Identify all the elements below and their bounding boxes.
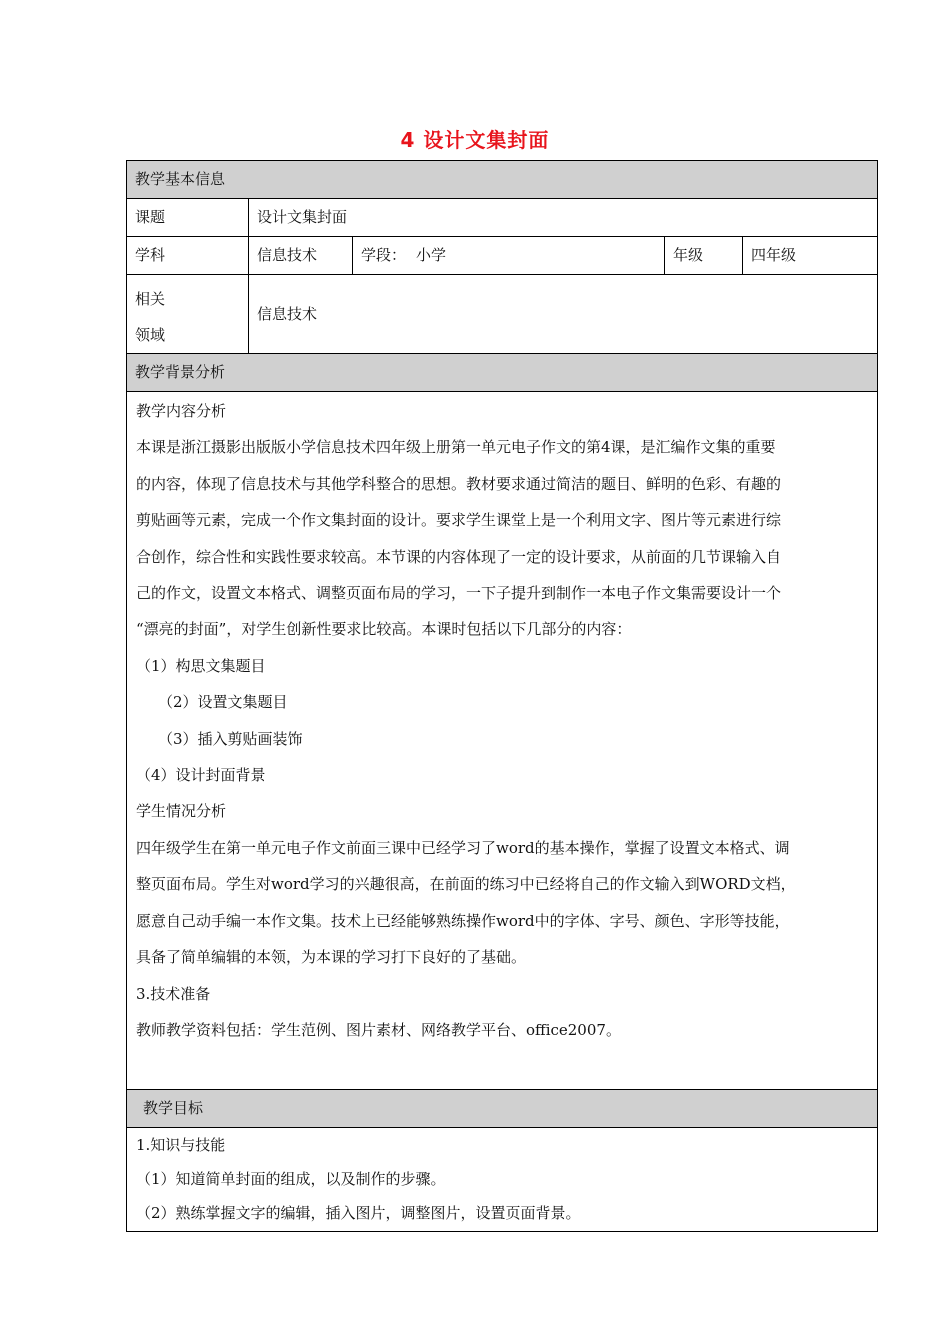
list-item: （3）插入剪贴画装饰 <box>158 729 303 748</box>
document-title: 4 设计文集封面 <box>400 128 550 152</box>
list-item: （1）构思文集题目 <box>136 656 266 675</box>
topic-value: 设计文集封面 <box>249 199 878 237</box>
row-field <box>127 275 878 354</box>
topic-label: 课题 <box>127 199 249 237</box>
list-item: （4）设计封面背景 <box>136 766 266 785</box>
row-subject <box>127 237 878 275</box>
paragraph-line: 3.技术准备 <box>136 984 211 1003</box>
paragraph-line: 1.知识与技能 <box>136 1136 226 1154</box>
paragraph-line: 教学内容分析 <box>136 402 227 420</box>
section-header-background <box>127 354 878 392</box>
paragraph-line: 的内容，体现了信息技术与其他学科整合的思想。教材要求通过简洁的题目、鲜明的色彩、有趣的 <box>136 474 782 493</box>
paragraph-line: 己的作文，设置文本格式、调整页面布局的学习，一下子提升到制作一本电子作文集需要设计一个 <box>136 584 782 603</box>
subject-value: 信息技术 <box>249 237 353 275</box>
list-item: （2）熟练掌握文字的编辑，插入图片，调整图片，设置页面背景。 <box>136 1204 581 1222</box>
paragraph-line: 愿意自己动手编一本作文集。技术上已经能够熟练操作word中的字体、字号、颜色、字形等技能， <box>136 911 790 930</box>
paragraph-line: 学生情况分析 <box>136 802 227 821</box>
paragraph-line: “漂亮的封面”，对学生创新性要求比较高。本课时包括以下几部分的内容： <box>136 620 632 639</box>
paragraph-line: 四年级学生在第一单元电子作文前面三课中已经学习了word的基本操作，掌握了设置文本格式、调 <box>136 838 790 857</box>
section-title: 教学基本信息 <box>127 161 878 199</box>
list-item: （1）知道简单封面的组成，以及制作的步骤。 <box>136 1170 446 1188</box>
paragraph-line: 剪贴画等元素，完成一个作文集封面的设计。要求学生课堂上是一个利用文字、图片等元素进行综 <box>136 511 782 530</box>
paragraph-line: 具备了简单编辑的本领，为本课的学习打下良好的了基础。 <box>136 948 527 967</box>
field-value: 信息技术 <box>249 275 878 354</box>
stage-cell <box>353 237 665 275</box>
subject-label: 学科 <box>127 237 249 275</box>
background-content <box>127 392 878 1090</box>
list-item: （2）设置文集题目 <box>158 693 288 712</box>
row-topic <box>127 199 878 237</box>
paragraph-line: 整页面布局。学生对word学习的兴趣很高，在前面的练习中已经将自己的作文输入到WORD文档， <box>136 875 796 894</box>
row-background-content <box>127 392 878 1090</box>
row-objectives-content <box>127 1128 878 1232</box>
paragraph-line: 本课是浙江摄影出版版小学信息技术四年级上册第一单元电子作文的第4课，是汇编作文集的重要 <box>136 438 776 457</box>
stage-value: 小学 <box>416 246 447 264</box>
section-header-objectives <box>127 1090 878 1128</box>
paragraph-line: 合创作，综合性和实践性要求较高。本节课的内容体现了一定的设计要求，从前面的几节课输入自 <box>136 547 782 566</box>
stage-label: 学段： <box>361 246 407 264</box>
grade-label: 年级 <box>665 237 743 275</box>
section-title: 教学背景分析 <box>127 354 878 392</box>
lesson-plan-table <box>126 160 878 1232</box>
field-label: 相关 领域 <box>127 275 249 354</box>
section-header-basic-info <box>127 161 878 199</box>
objectives-content <box>127 1128 878 1232</box>
grade-value: 四年级 <box>743 237 878 275</box>
paragraph-line: 教师教学资料包括：学生范例、图片素材、网络教学平台、office2007。 <box>136 1020 621 1039</box>
section-title: 教学目标 <box>127 1090 878 1128</box>
